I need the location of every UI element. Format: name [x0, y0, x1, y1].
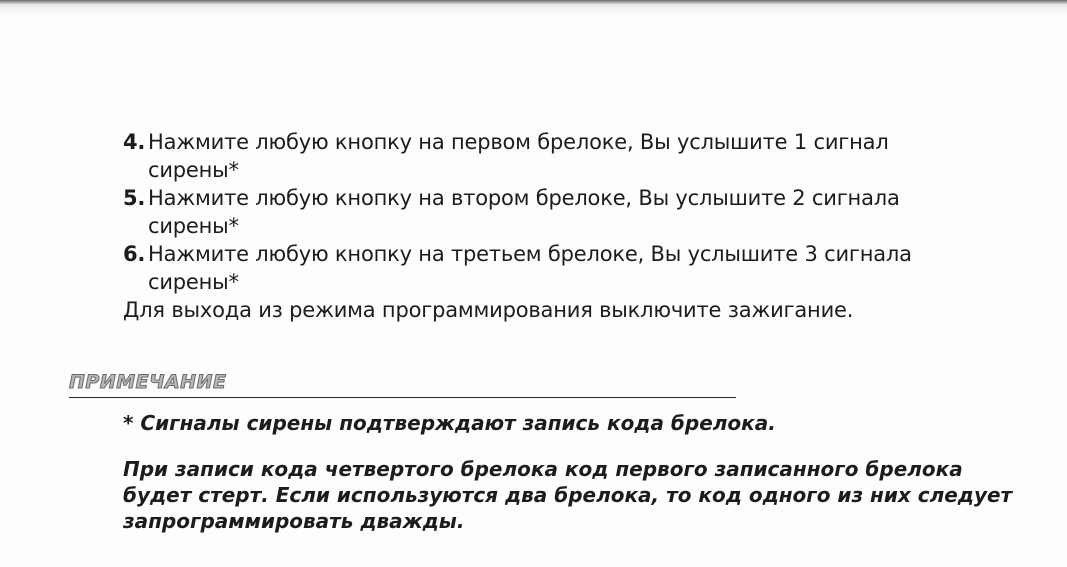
step-text: Нажмите любую кнопку на третьем брелоке, Вы услышите 3 сигнала сирены* [148, 242, 912, 294]
step-number: 6. [123, 242, 146, 266]
page-top-shadow [0, 5, 1067, 15]
step-item-4 [123, 128, 1023, 184]
note-heading [69, 371, 736, 398]
step-item-6 [123, 240, 1023, 296]
note-paragraph-2: При записи кода четвертого брелока код первого записанного брелока будет стерт. Если используются два брелока, то код одного из них следует запрограммировать дважды. [123, 457, 1013, 533]
steps-list [123, 128, 1023, 324]
note-heading-label: ПРИМЕЧАНИЕ [69, 371, 227, 393]
step-text: Нажмите любую кнопку на втором брелоке, Вы услышите 2 сигнала сирены* [148, 186, 900, 238]
exit-instruction: Для выхода из режима программирования выключите зажигание. [123, 298, 854, 322]
step-text: Нажмите любую кнопку на первом брелоке, Вы услышите 1 сигнал сирены* [148, 130, 889, 182]
note-paragraph-1: * Сигналы сирены подтверждают запись кода брелока. [123, 411, 776, 435]
step-number: 4. [123, 130, 146, 154]
step-number: 5. [123, 186, 146, 210]
step-item-5 [123, 184, 1023, 240]
